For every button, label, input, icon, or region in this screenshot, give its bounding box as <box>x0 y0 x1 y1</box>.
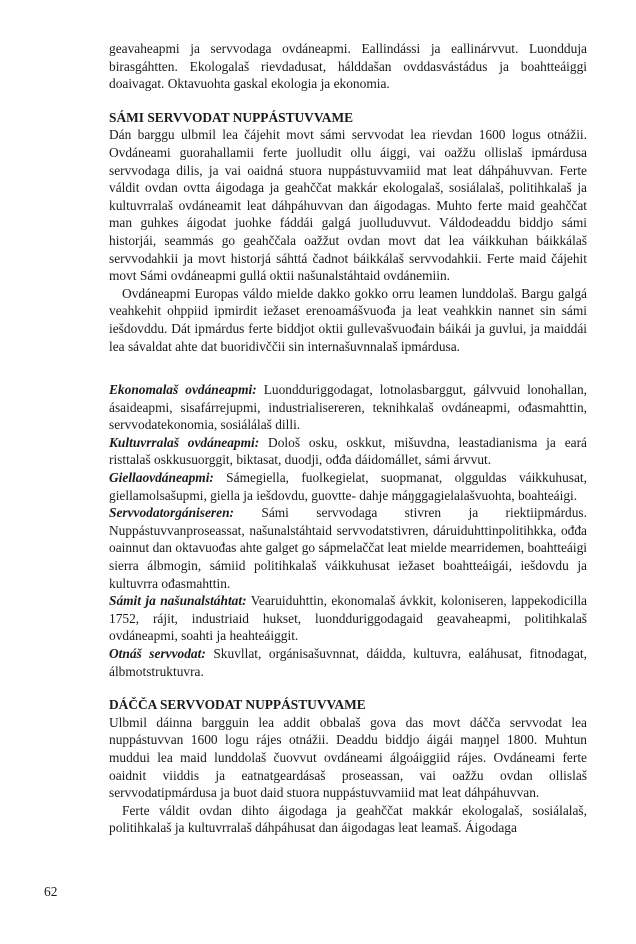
section-heading-sami: SÁMI SERVVODAT NUPPÁSTUVVAME <box>109 109 354 125</box>
section-spacer <box>109 93 587 109</box>
definition-term: Sámit ja našunalstáhtat: <box>109 593 247 609</box>
section-spacer <box>109 680 587 696</box>
definition-item <box>109 469 587 504</box>
definition-text: Skuvllat, orgánisašuvnnat, dáidda, kultuvra, ealáhusat, fitnodagat, álbmotstruktuvra. <box>109 646 587 679</box>
definition-item <box>109 592 587 645</box>
section-spacer <box>109 355 587 381</box>
definition-item <box>109 434 587 469</box>
definition-term: Kultuvrralaš ovdáneapmi: <box>109 434 260 450</box>
body-paragraph: Dán barggu ulbmil lea čájehit movt sámi servvodat lea rievdan 1600 logus otnážii. Ovdáneami guorahallamii ferte juolludit ollu áiggi, vai oažžu ollislaš ipmárdusa servvodaga dilis, ja vai oaidná stuora nuppástuvvamiid mat leat dáhpáhuvvan. Ferte váldit ovdan ovtta áigodaga ja geahččat makkár ekologalaš, sosiálalaš, politihkalaš ja kultuvrralaš ovdáneamit leat dáhpáhuvvan dan áigodagas. Muhto ferte maid geahččat man guhkes áigodat juohke fáddái galgá juolluduvvut. Váldodeaddu biddjo sámi historjái, seammás go geahččala oažžut ovdan movt dat lea váikkuhan báikkálaš servvodahkii ja movt historjá sáhttá čadnot báikkálaš servvodahkii. Ferte maid čájehit movt Sámi ovdáneapmi gullá oktii našunalstáhtaid ovdánemiin. <box>109 127 587 284</box>
definition-text: Luondduriggodagat, lotnolasbarggut, gálvvuid lonohallan, ásaideapmi, sisafárrejupmi, industrialisereren, teknihkalaš ovdáneapmi, ođasmahttin, servvodatekonomia, sosiálálaš dilli. <box>109 382 587 433</box>
definition-text: Sámi servvodaga stivren ja riektiipmárdus. Nuppástuvvanproseassat, našunalstáhtaid servvodatstivren, dáruiduhttinpolitihkka, ođđa oainnut dan oktavuođas ahte galget go sápmelaččat leat mielde mearridemen, boahtteáigi sierra álbmogin, sámiid politihkalaš váikkuhusat iežaset boahtteáigái, iešdovdu ja kultuvrra ođasmahttin. <box>109 505 587 591</box>
definition-item <box>109 381 587 434</box>
definition-term: Ekonomalaš ovdáneapmi: <box>109 382 257 398</box>
definition-text: Vearuiduhttin, ekonomalaš ávkkit, koloniseren, lappekodicilla 1752, rájit, industriaid hukset, luondduriggodagaid geavaheapmi, politihkalaš ovdáneapmi, soahti ja heahteáiggit. <box>109 593 587 644</box>
definition-term: Giellaovdáneapmi: <box>109 470 214 486</box>
section-heading-daca: DÁČČA SERVVODAT NUPPÁSTUVVAME <box>109 697 366 713</box>
definition-item <box>109 504 587 592</box>
body-paragraph: Ulbmil dáinna bargguin lea addit obbalaš gova das movt dáčča servvodat lea nuppástuvvan 1600 logu rájes otnážii. Deaddu biddjo áigái maŋŋel 1800. Muhtun muddui lea maid lunddolaš čuovvut ovdáneami álgoáiggiid rájes. Ovdáneami ferte oaidnit viiddis ja eatnatgeardásaš proseassan, vai oažžu ovdan ollislaš servvodatipmárdusa ja buot daid stuora nuppástuvvamiid mat leat dáhpáhuvvan. <box>109 714 587 801</box>
definition-text: Dološ osku, oskkut, mišuvdna, leastadianisma ja eará risttalaš oskkusuorggit, biktasat, duodji, ođđa dáidomállet, sámi árvvut. <box>109 434 587 468</box>
page-number: 62 <box>44 884 58 899</box>
body-paragraph: Ovdáneapmi Europas váldo mielde dakko gokko orru leamen lunddolaš. Bargu galgá veahkehit ohppiid ipmirdit iežaset erenoamášvuođa ja leat veahkkin nannet sin sámi iešdovddu. Dát ipmárdus ferte biddjot oktii gullevašvuođain báikái ja guvlui, ja maiddái lea sávaldat ahte dat buoridivččii sin internašuvnnalaš ipmárdusa. <box>109 285 587 354</box>
body-paragraph: Ferte váldit ovdan dihto áigodaga ja geahččat makkár ekologalaš, sosiálalaš, politihkalaš ja kultuvrralaš dáhpáhusat dan áigodagas leat leamaš. Áigodaga <box>109 802 587 836</box>
page-text-column <box>109 40 587 837</box>
definition-text: Sámegiella, fuolkegielat, suopmanat, olgguldas váikkuhusat, giellamolsašupmi, giella ja iešdovdu, guovtte- dahje máŋggagielalašvuohta, boahteáigi. <box>109 470 587 503</box>
intro-paragraph: geavaheapmi ja servvodaga ovdáneapmi. Eallindássi ja eallinárvvut. Luondduja birasgáhtten. Ekologalaš rievdadusat, hálddašan ovddasvástádus ja boahtteáiggi doaivagat. Oktavuohta gaskal ekologia ja ekonomia. <box>109 41 587 92</box>
definition-term: Servvodatorgániseren: <box>109 505 234 521</box>
definition-item <box>109 645 587 680</box>
definition-term: Otnáš servvodat: <box>109 646 206 661</box>
